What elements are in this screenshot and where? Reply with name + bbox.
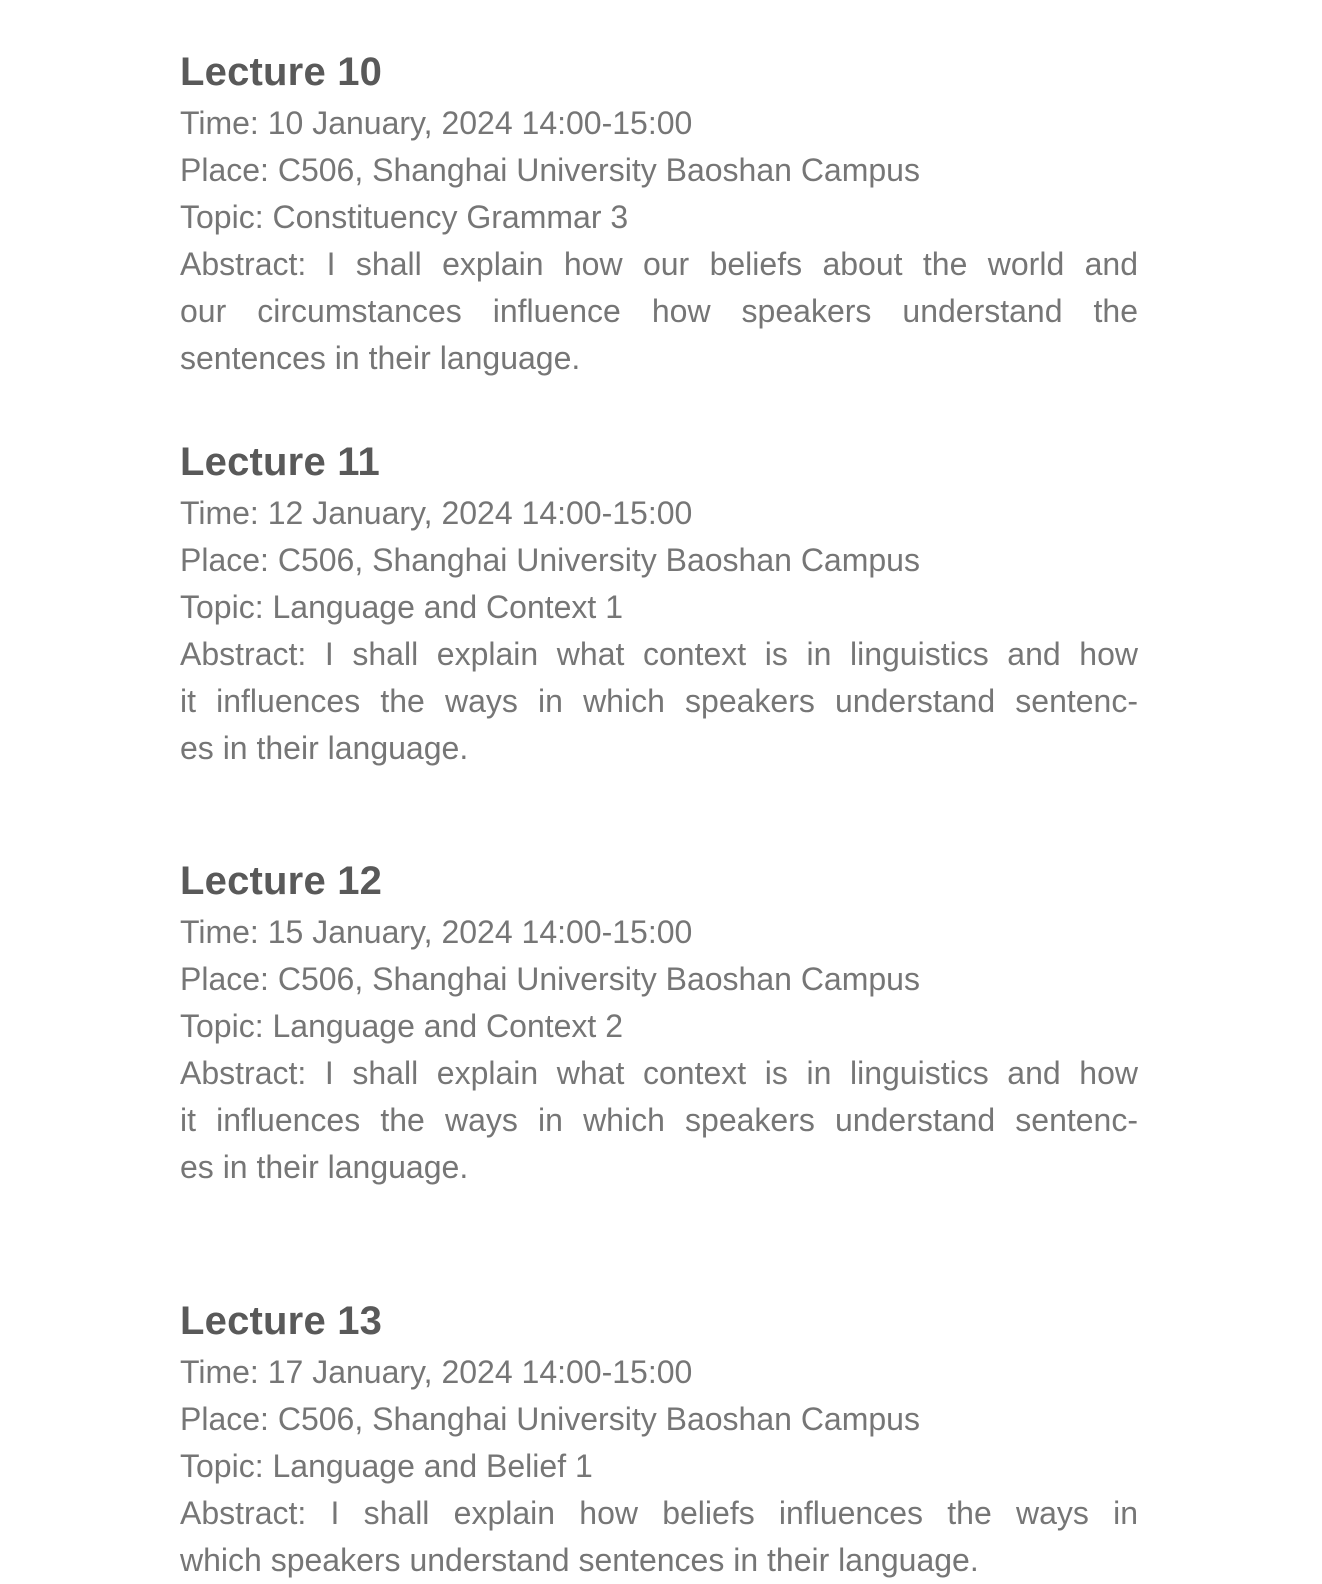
abstract-line: Abstract: I shall explain what context is in linguistics and how — [180, 1055, 1138, 1091]
lecture-title: Lecture 11 — [180, 440, 380, 484]
place-line: Place: C506, Shanghai University Baoshan Campus — [180, 961, 920, 997]
lecture-section — [180, 438, 1138, 772]
abstract — [180, 241, 1138, 382]
abstract — [180, 1050, 1138, 1191]
topic-line: Topic: Language and Belief 1 — [180, 1448, 593, 1484]
abstract-line: our circumstances influence how speakers understand the — [180, 293, 1138, 329]
lecture-title: Lecture 10 — [180, 50, 383, 94]
lecture-section — [180, 48, 1138, 382]
time-line: Time: 17 January, 2024 14:00-15:00 — [180, 1354, 693, 1390]
lecture-title: Lecture 12 — [180, 859, 383, 903]
abstract-line: Abstract: I shall explain what context is in linguistics and how — [180, 636, 1138, 672]
abstract-line: which speakers understand sentences in their language. — [180, 1542, 979, 1578]
place-line: Place: C506, Shanghai University Baoshan Campus — [180, 542, 920, 578]
abstract-line: es in their language. — [180, 1149, 469, 1185]
topic-line: Topic: Language and Context 1 — [180, 589, 623, 625]
lecture-title: Lecture 13 — [180, 1299, 383, 1343]
abstract — [180, 631, 1138, 772]
lecture-list — [180, 0, 1138, 1584]
abstract — [180, 1490, 1138, 1584]
topic-line: Topic: Constituency Grammar 3 — [180, 199, 629, 235]
abstract-line: it influences the ways in which speakers understand sentenc- — [180, 1102, 1138, 1138]
time-line: Time: 15 January, 2024 14:00-15:00 — [180, 914, 693, 950]
place-line: Place: C506, Shanghai University Baoshan Campus — [180, 152, 920, 188]
abstract-line: es in their language. — [180, 730, 469, 766]
abstract-line: Abstract: I shall explain how our beliefs about the world and — [180, 246, 1138, 282]
lecture-section — [180, 857, 1138, 1191]
time-line: Time: 12 January, 2024 14:00-15:00 — [180, 495, 693, 531]
topic-line: Topic: Language and Context 2 — [180, 1008, 623, 1044]
lecture-section — [180, 1297, 1138, 1584]
abstract-line: sentences in their language. — [180, 340, 581, 376]
place-line: Place: C506, Shanghai University Baoshan Campus — [180, 1401, 920, 1437]
time-line: Time: 10 January, 2024 14:00-15:00 — [180, 105, 693, 141]
abstract-line: it influences the ways in which speakers understand sentenc- — [180, 683, 1138, 719]
abstract-line: Abstract: I shall explain how beliefs influences the ways in — [180, 1495, 1138, 1531]
